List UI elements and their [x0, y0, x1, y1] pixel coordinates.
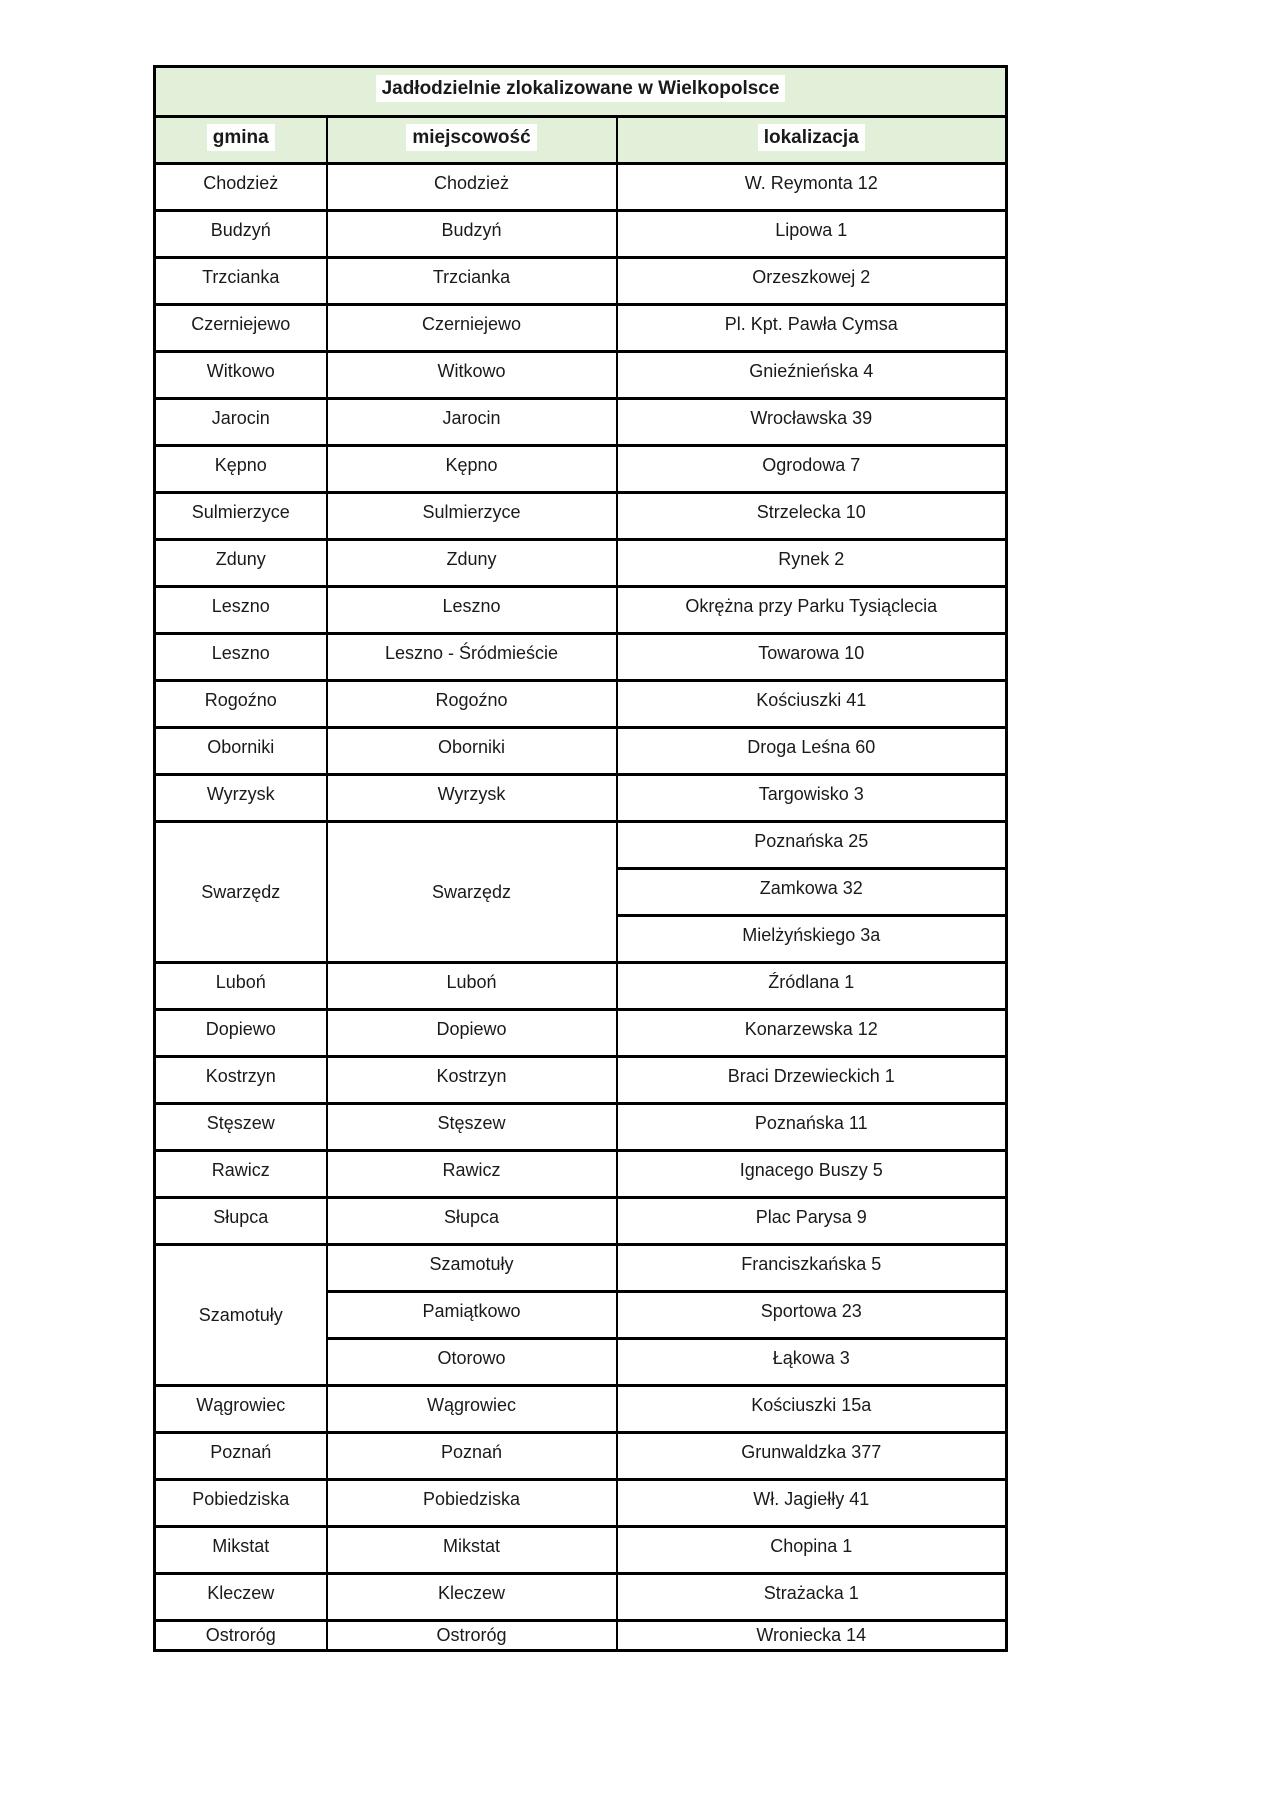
- cell-miejscowosc: Sulmierzyce: [327, 493, 617, 540]
- cell-lokalizacja: Orzeszkowej 2: [617, 258, 1007, 305]
- cell-gmina: Zduny: [155, 540, 327, 587]
- cell-gmina: Kostrzyn: [155, 1057, 327, 1104]
- cell-lokalizacja: Poznańska 25: [617, 822, 1007, 869]
- cell-gmina: Czerniejewo: [155, 305, 327, 352]
- cell-gmina: Wyrzysk: [155, 775, 327, 822]
- cell-lokalizacja: Franciszkańska 5: [617, 1245, 1007, 1292]
- cell-miejscowosc: Mikstat: [327, 1527, 617, 1574]
- cell-lokalizacja: Rynek 2: [617, 540, 1007, 587]
- cell-miejscowosc: Dopiewo: [327, 1010, 617, 1057]
- cell-miejscowosc: Leszno: [327, 587, 617, 634]
- cell-miejscowosc: Poznań: [327, 1433, 617, 1480]
- cell-gmina: Mikstat: [155, 1527, 327, 1574]
- cell-miejscowosc: Pamiątkowo: [327, 1292, 617, 1339]
- table-row: [155, 1245, 1007, 1292]
- cell-miejscowosc: Rawicz: [327, 1151, 617, 1198]
- table-row: [155, 540, 1007, 587]
- table-row: [155, 1057, 1007, 1104]
- cell-miejscowosc: Leszno - Śródmieście: [327, 634, 617, 681]
- table-row: [155, 1527, 1007, 1574]
- cell-gmina: Poznań: [155, 1433, 327, 1480]
- cell-gmina: Leszno: [155, 634, 327, 681]
- table-row: [155, 446, 1007, 493]
- table-row: [155, 728, 1007, 775]
- table-row: [155, 963, 1007, 1010]
- cell-miejscowosc: Chodzież: [327, 164, 617, 211]
- cell-miejscowosc: Wyrzysk: [327, 775, 617, 822]
- table-row: [155, 587, 1007, 634]
- cell-gmina: Chodzież: [155, 164, 327, 211]
- table-row: [155, 822, 1007, 869]
- table-row: [155, 305, 1007, 352]
- table-row: [155, 258, 1007, 305]
- table-row: [155, 164, 1007, 211]
- jadlodzielnie-table: [153, 65, 1008, 1652]
- table-row: [155, 1433, 1007, 1480]
- cell-gmina: Trzcianka: [155, 258, 327, 305]
- cell-miejscowosc: Trzcianka: [327, 258, 617, 305]
- cell-miejscowosc: Wągrowiec: [327, 1386, 617, 1433]
- table-row: [155, 352, 1007, 399]
- cell-lokalizacja: Towarowa 10: [617, 634, 1007, 681]
- cell-gmina: Stęszew: [155, 1104, 327, 1151]
- cell-miejscowosc: Słupca: [327, 1198, 617, 1245]
- table-row: [155, 681, 1007, 728]
- cell-gmina: Rogoźno: [155, 681, 327, 728]
- cell-lokalizacja: Wroniecka 14: [617, 1621, 1007, 1651]
- column-header-lokalizacja: [617, 117, 1007, 164]
- column-header-miejscowosc: [327, 117, 617, 164]
- cell-gmina: Oborniki: [155, 728, 327, 775]
- column-header-label: miejscowość: [406, 124, 536, 151]
- cell-miejscowosc: Kleczew: [327, 1574, 617, 1621]
- cell-lokalizacja: Wrocławska 39: [617, 399, 1007, 446]
- cell-miejscowosc: Kępno: [327, 446, 617, 493]
- cell-lokalizacja: Pl. Kpt. Pawła Cymsa: [617, 305, 1007, 352]
- cell-lokalizacja: Wł. Jagiełły 41: [617, 1480, 1007, 1527]
- cell-gmina: Witkowo: [155, 352, 327, 399]
- cell-miejscowosc: Szamotuły: [327, 1245, 617, 1292]
- cell-lokalizacja: Ogrodowa 7: [617, 446, 1007, 493]
- column-header-label: gmina: [207, 124, 275, 151]
- cell-lokalizacja: Gnieźnieńska 4: [617, 352, 1007, 399]
- cell-gmina: Budzyń: [155, 211, 327, 258]
- cell-miejscowosc: Oborniki: [327, 728, 617, 775]
- cell-lokalizacja: Strzelecka 10: [617, 493, 1007, 540]
- cell-lokalizacja: Mielżyńskiego 3a: [617, 916, 1007, 963]
- table-row: [155, 1574, 1007, 1621]
- table-row: [155, 1386, 1007, 1433]
- cell-gmina: Swarzędz: [155, 822, 327, 963]
- column-header-gmina: [155, 117, 327, 164]
- cell-lokalizacja: Grunwaldzka 377: [617, 1433, 1007, 1480]
- table-title-cell: [155, 67, 1007, 117]
- table-row: [155, 1480, 1007, 1527]
- cell-miejscowosc: Kostrzyn: [327, 1057, 617, 1104]
- table-title-row: [155, 67, 1007, 117]
- cell-lokalizacja: Ignacego Buszy 5: [617, 1151, 1007, 1198]
- cell-lokalizacja: Braci Drzewieckich 1: [617, 1057, 1007, 1104]
- cell-miejscowosc: Zduny: [327, 540, 617, 587]
- cell-lokalizacja: Strażacka 1: [617, 1574, 1007, 1621]
- cell-lokalizacja: Łąkowa 3: [617, 1339, 1007, 1386]
- table-row: [155, 1198, 1007, 1245]
- cell-lokalizacja: Konarzewska 12: [617, 1010, 1007, 1057]
- cell-miejscowosc: Witkowo: [327, 352, 617, 399]
- table-row: [155, 634, 1007, 681]
- cell-miejscowosc: Jarocin: [327, 399, 617, 446]
- table-row: [155, 775, 1007, 822]
- cell-miejscowosc: Luboń: [327, 963, 617, 1010]
- cell-gmina: Kleczew: [155, 1574, 327, 1621]
- cell-gmina: Jarocin: [155, 399, 327, 446]
- cell-gmina: Leszno: [155, 587, 327, 634]
- cell-gmina: Luboń: [155, 963, 327, 1010]
- cell-lokalizacja: Targowisko 3: [617, 775, 1007, 822]
- cell-gmina: Szamotuły: [155, 1245, 327, 1386]
- cell-gmina: Wągrowiec: [155, 1386, 327, 1433]
- cell-lokalizacja: W. Reymonta 12: [617, 164, 1007, 211]
- cell-miejscowosc: Pobiedziska: [327, 1480, 617, 1527]
- table-row: [155, 1010, 1007, 1057]
- cell-miejscowosc: Swarzędz: [327, 822, 617, 963]
- cell-lokalizacja: Chopina 1: [617, 1527, 1007, 1574]
- cell-gmina: Kępno: [155, 446, 327, 493]
- table-row: [155, 1104, 1007, 1151]
- cell-gmina: Słupca: [155, 1198, 327, 1245]
- table-row: [155, 211, 1007, 258]
- table-title: Jadłodzielnie zlokalizowane w Wielkopolsce: [376, 75, 786, 102]
- cell-gmina: Pobiedziska: [155, 1480, 327, 1527]
- table-row: [155, 493, 1007, 540]
- table-row: [155, 399, 1007, 446]
- cell-lokalizacja: Kościuszki 15a: [617, 1386, 1007, 1433]
- cell-gmina: Dopiewo: [155, 1010, 327, 1057]
- cell-gmina: Rawicz: [155, 1151, 327, 1198]
- cell-lokalizacja: Źródlana 1: [617, 963, 1007, 1010]
- cell-lokalizacja: Sportowa 23: [617, 1292, 1007, 1339]
- cell-lokalizacja: Plac Parysa 9: [617, 1198, 1007, 1245]
- cell-miejscowosc: Otorowo: [327, 1339, 617, 1386]
- cell-gmina: Ostroróg: [155, 1621, 327, 1651]
- cell-lokalizacja: Poznańska 11: [617, 1104, 1007, 1151]
- cell-lokalizacja: Zamkowa 32: [617, 869, 1007, 916]
- cell-lokalizacja: Droga Leśna 60: [617, 728, 1007, 775]
- column-header-label: lokalizacja: [758, 124, 865, 151]
- table-row: [155, 1621, 1007, 1651]
- cell-miejscowosc: Stęszew: [327, 1104, 617, 1151]
- cell-lokalizacja: Okrężna przy Parku Tysiąclecia: [617, 587, 1007, 634]
- cell-gmina: Sulmierzyce: [155, 493, 327, 540]
- cell-miejscowosc: Ostroróg: [327, 1621, 617, 1651]
- cell-lokalizacja: Lipowa 1: [617, 211, 1007, 258]
- cell-lokalizacja: Kościuszki 41: [617, 681, 1007, 728]
- table-row: [155, 1151, 1007, 1198]
- cell-miejscowosc: Czerniejewo: [327, 305, 617, 352]
- table-header-row: [155, 117, 1007, 164]
- cell-miejscowosc: Rogoźno: [327, 681, 617, 728]
- cell-miejscowosc: Budzyń: [327, 211, 617, 258]
